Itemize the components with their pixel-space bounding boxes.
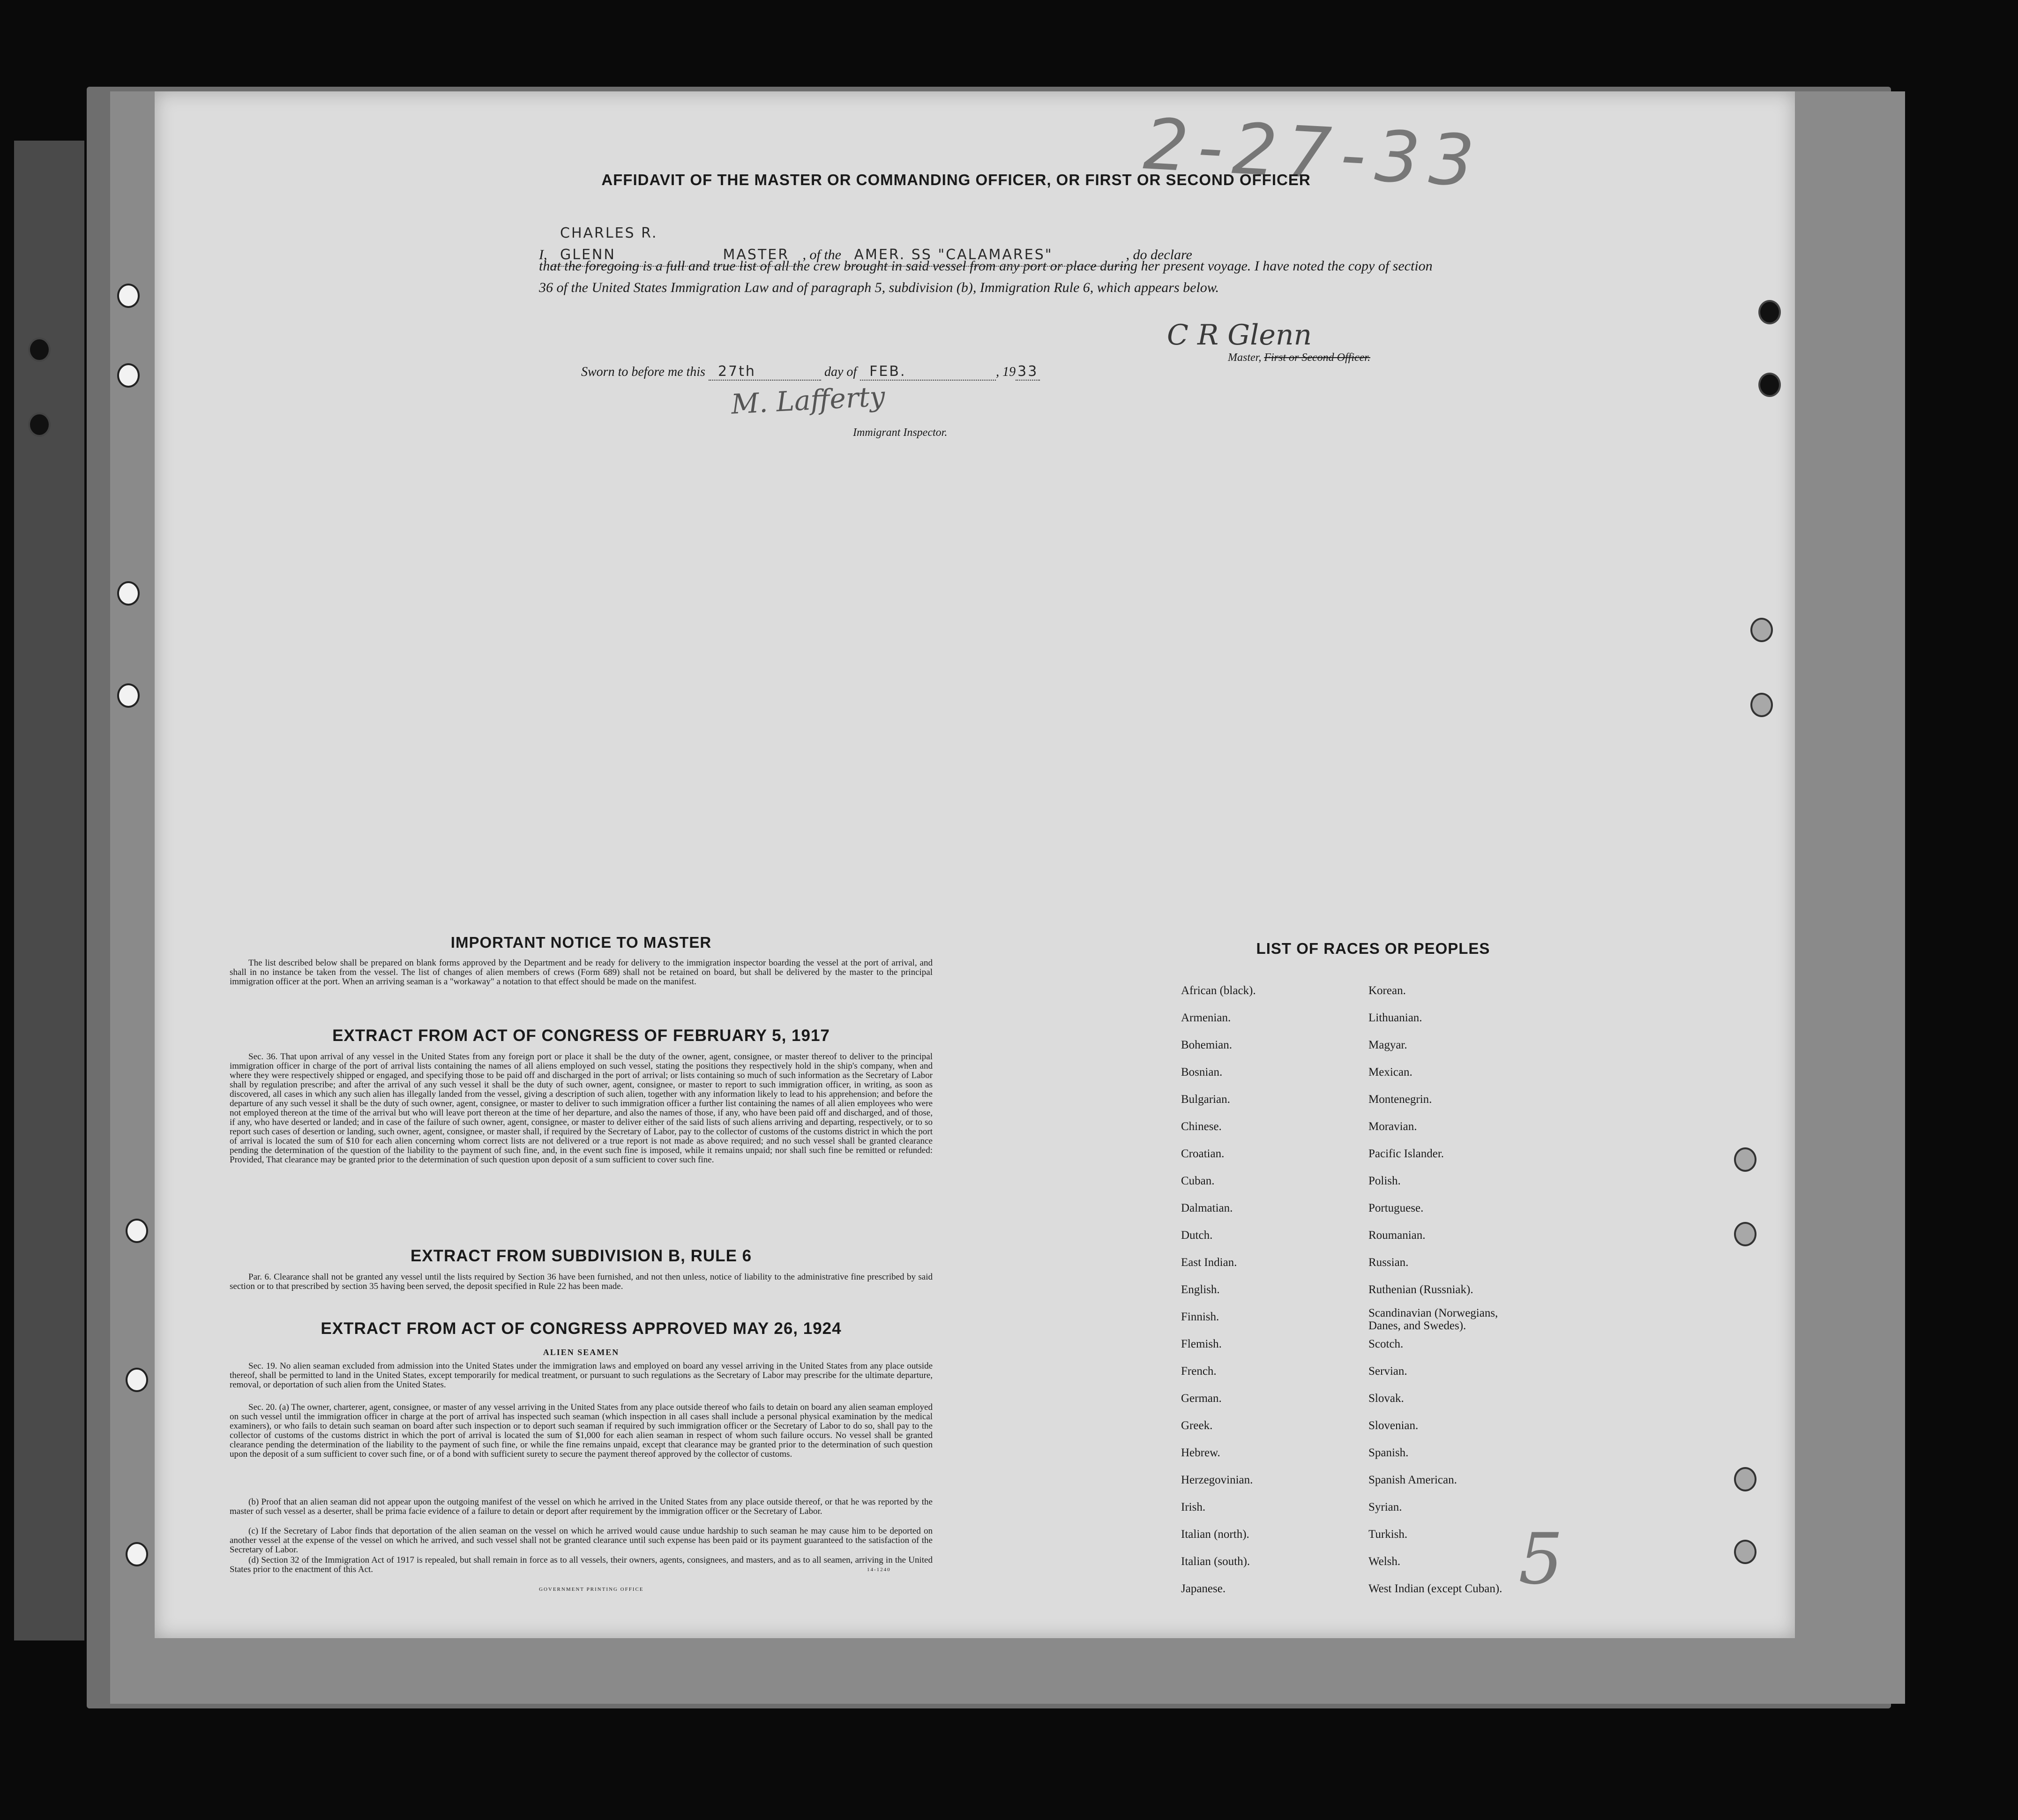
affidavit-title: AFFIDAVIT OF THE MASTER OR COMMANDING OFFICER, OR FIRST OR SECOND OFFICER: [601, 171, 1311, 188]
notice-title: IMPORTANT NOTICE TO MASTER: [450, 934, 712, 951]
of-the-label: , of the: [802, 247, 841, 262]
race-item: Armenian.: [1181, 1011, 1231, 1024]
rule6-title: EXTRACT FROM SUBDIVISION B, RULE 6: [410, 1247, 752, 1265]
binder-hole: [1734, 1222, 1756, 1246]
race-item: Spanish.: [1368, 1446, 1409, 1459]
race-item: German.: [1181, 1392, 1222, 1405]
race-item: Chinese.: [1181, 1120, 1222, 1133]
race-item: Herzegovinian.: [1181, 1474, 1253, 1486]
race-item: French.: [1181, 1365, 1217, 1378]
binder-hole: [28, 337, 51, 362]
race-item: Korean.: [1368, 984, 1406, 997]
race-item: Polish.: [1368, 1175, 1401, 1187]
extract-1924-title: EXTRACT FROM ACT OF CONGRESS APPROVED MAY 26, 1924: [321, 1319, 842, 1338]
binder-hole: [28, 412, 51, 437]
notice-text: The list described below shall be prepared on blank forms approved by the Department and be ready for delivery to the immigration inspector boarding the vessel at the port of arrival, and shall in no instance be taken from the vessel. The list of changes of alien members of crews (Form 689) shall not be retained on board, but shall be delivered by the master to the principal immigration officer at the port. When an arriving seaman is a "workaway" a notation to that effect should be made on the manifest.: [230, 958, 933, 987]
race-item: Dutch.: [1181, 1229, 1213, 1242]
sworn-day-field: 27th: [709, 363, 821, 381]
sworn-line: [581, 363, 1040, 381]
binder-hole: [117, 581, 140, 606]
race-item: Pacific Islander.: [1368, 1147, 1444, 1160]
race-item: Scotch.: [1368, 1338, 1404, 1350]
master-signature-caption: [1228, 352, 1370, 364]
race-item: Finnish.: [1181, 1311, 1219, 1323]
master-caption-label: Master,: [1228, 352, 1262, 364]
race-item: Servian.: [1368, 1365, 1407, 1378]
binder-hole: [126, 1219, 148, 1243]
race-item: Greek.: [1181, 1419, 1213, 1432]
race-item: Roumanian.: [1368, 1229, 1426, 1242]
race-item: Portuguese.: [1368, 1202, 1424, 1214]
race-item: Mexican.: [1368, 1066, 1413, 1079]
race-item: Bosnian.: [1181, 1066, 1223, 1079]
sworn-month-field: FEB.: [860, 363, 996, 381]
race-item: Syrian.: [1368, 1501, 1402, 1513]
handwritten-date: 2-27-33: [1141, 104, 1486, 203]
sec20c-text: (c) If the Secretary of Labor finds that deportation of the alien seaman on the vessel on which he arrived would cause undue hardship to such seaman he may cause him to be deported on another vessel at the expense of the vessel on which he arrived, and such vessel shall not be granted clearance until such expense has been paid or its payment guaranteed to the satisfaction of the Secretary of Labor.: [230, 1526, 933, 1555]
extract-1917-text: Sec. 36. That upon arrival of any vessel in the United States from any foreign port or place it shall be the duty of the owner, agent, consignee, or master thereof to deliver to the principal immigration officer in charge of the port of arrival lists containing the names of all aliens employed on such vessel, stating the positions they respectively hold in the ship's company, when and where they were respectively shipped or engaged, and specifying those to be paid off and discharged in the port of arrival; or lists containing so much of such information as the Secretary of Labor shall by regulation prescribe; and after the arrival of any such vessel it shall be the duty of such owner, agent, consignee, or master to report to such immigration officer, in writing, as soon as discovered, all cases in which any such alien has illegally landed from the vessel, giving a description of such alien, together with any information likely to lead to his apprehension; and before the departure of any such vessel it shall be the duty of such owner, agent, consignee, or master to deliver to such immigration officer a further list containing the names of all alien employees who were not employed thereon at the time of the arrival but who will leave port thereon at the time of her departure, and also the names of those, if any, who have been paid off and discharged, and of those, if any, who have deserted or landed; and in case of the failure of such owner, agent, consignee, or master to deliver either of the said lists of such aliens arriving and departing, respectively, or to so report such cases of desertion or landing, such owner, agent, consignee, or master shall, if required by the Secretary of Labor, pay to the collector of customs of the customs district in which the port of arrival is located the sum of $10 for each alien concerning whom correct lists are not delivered or a true report is not made as above required; and no such vessel shall be granted clearance pending the determination of the question of the liability to the payment of such fine, and, in the event such fine is imposed, while it remains unpaid; nor shall such fine be remitted or refunded: Provided, That clearance may be granted prior to the determination of such question upon deposit of a sum sufficient to cover such fine.: [230, 1052, 933, 1165]
binder-strip: [14, 141, 84, 1640]
inspector-signature: M. Lafferty: [730, 380, 886, 420]
binder-hole: [117, 363, 140, 388]
race-item: Japanese.: [1181, 1582, 1226, 1595]
binder-hole: [117, 683, 140, 708]
printer-line: GOVERNMENT PRINTING OFFICE: [539, 1587, 644, 1592]
race-item: East Indian.: [1181, 1256, 1237, 1269]
binder-hole: [1750, 618, 1773, 642]
vessel-field: AMER. SS "CALAMARES": [845, 244, 1126, 267]
inspector-caption: Immigrant Inspector.: [853, 427, 948, 439]
race-item: African (black).: [1181, 984, 1256, 997]
races-title: LIST OF RACES OR PEOPLES: [1256, 940, 1490, 957]
sec20b-text: (b) Proof that an alien seaman did not appear upon the outgoing manifest of the vessel on which he arrived in the United States from any place outside thereof, or that he was reported by the master of such vessel as a deserter, shall be prima facie evidence of a failure to detain or deport after requirement by the immigration officer or the Secretary of Labor.: [230, 1497, 933, 1516]
binder-hole: [1734, 1467, 1756, 1491]
extract-1917-title: EXTRACT FROM ACT OF CONGRESS OF FEBRUARY 5, 1917: [332, 1026, 830, 1045]
race-item: Bulgarian.: [1181, 1093, 1230, 1106]
form-number: 14-1240: [867, 1567, 891, 1573]
rank-field: MASTER: [714, 244, 803, 267]
race-item: Italian (south).: [1181, 1555, 1250, 1568]
i-label: I,: [539, 247, 547, 262]
race-item: Scandinavian (Norwegians, Danes, and Swedes).: [1368, 1307, 1498, 1332]
binder-hole: [126, 1542, 148, 1566]
race-item: Magyar.: [1368, 1039, 1407, 1051]
handwritten-page-mark: 5: [1518, 1519, 1563, 1600]
binder-hole: [1734, 1147, 1756, 1172]
race-item: English.: [1181, 1283, 1220, 1296]
race-item: Ruthenian (Russniak).: [1368, 1283, 1473, 1296]
sec20d-text: (d) Section 32 of the Immigration Act of 1917 is repealed, but shall remain in force as to all vessels, their owners, agents, consignees, and masters, and as to all seamen, arriving in the United States prior to the enactment of this Act.: [230, 1555, 933, 1574]
race-item: Lithuanian.: [1368, 1011, 1422, 1024]
race-item: Slovak.: [1368, 1392, 1404, 1405]
race-item: Slovenian.: [1368, 1419, 1419, 1432]
race-item: Bohemian.: [1181, 1039, 1233, 1051]
race-item: Montenegrin.: [1368, 1093, 1432, 1106]
sworn-label: Sworn to before me this: [581, 365, 705, 379]
race-item: Cuban.: [1181, 1175, 1215, 1187]
struck-officer-label: First or Second Officer.: [1264, 352, 1370, 364]
race-item: Welsh.: [1368, 1555, 1401, 1568]
race-item: Hebrew.: [1181, 1446, 1220, 1459]
do-declare-label: , do declare: [1126, 247, 1192, 262]
year-prefix: , 19: [996, 365, 1016, 379]
master-signature: C R Glenn: [1167, 319, 1312, 352]
master-name-field: CHARLES R. GLENN: [551, 223, 710, 267]
race-item: Dalmatian.: [1181, 1202, 1233, 1214]
race-item: West Indian (except Cuban).: [1368, 1582, 1502, 1595]
sec20a-text: Sec. 20. (a) The owner, charterer, agent, consignee, or master of any vessel arriving in the United States from any place outside thereof who fails to detain on board any alien seaman employed on such vessel until the immigration officer in charge at the port of arrival has inspected such seaman (which inspection in all cases shall include a personal physical examination by the medical examiners), or who fails to detain such seaman on board after such inspection or to deport such seaman if required by such immigration officer or the Secretary of Labor to do so, shall pay to the collector of customs of the customs district in which the port of arrival is located the sum of $1,000 for each alien seaman in respect of whom such failure occurs. No vessel shall be granted clearance pending the determination of the liability to the payment of such fine, or while the fine remains unpaid, except that clearance may be granted prior to the determination of such question upon the deposit of a sum sufficient to cover such fine, or of a bond with sufficient surety to secure the payment thereof approved by the collector of customs.: [230, 1402, 933, 1459]
binder-hole: [1758, 373, 1781, 397]
binder-hole: [1758, 300, 1781, 324]
binder-hole: [1750, 693, 1773, 717]
race-item: Italian (north).: [1181, 1528, 1249, 1541]
day-of-label: day of: [824, 365, 857, 379]
race-item: Turkish.: [1368, 1528, 1408, 1541]
sec19-text: Sec. 19. No alien seaman excluded from admission into the United States under the immigration laws and employed on board any vessel arriving in the United States from any place outside thereof, shall be permitted to land in the United States, except temporarily for medical treatment, or pursuant to such regulations as the Secretary of Labor may prescribe for the ultimate departure, removal, or deportation of such alien from the United States.: [230, 1361, 933, 1390]
rule6-text: Par. 6. Clearance shall not be granted any vessel until the lists required by Section 36 have been furnished, and not then unless, notice of liability to the administrative fine prescribed by said section or to that prescribed by section 35 having been served, the deposit specified in Rule 22 has been made.: [230, 1272, 933, 1291]
declaration-body: that the foregoing is a full and true list of all the crew brought in said vessel from any port or place during her present voyage. I have noted the copy of section 36 of the United States Immigration Law and of paragraph 5, subdivision (b), Immigration Rule 6, which appears below.: [539, 258, 1433, 295]
race-item: Croatian.: [1181, 1147, 1225, 1160]
race-item: Moravian.: [1368, 1120, 1417, 1133]
race-item: Irish.: [1181, 1501, 1206, 1513]
year-field: 33: [1016, 363, 1040, 381]
binder-hole: [1734, 1540, 1756, 1564]
race-item: Spanish American.: [1368, 1474, 1457, 1486]
binder-hole: [126, 1368, 148, 1392]
race-item: Russian.: [1368, 1256, 1409, 1269]
alien-seamen-subtitle: ALIEN SEAMEN: [543, 1348, 620, 1357]
binder-hole: [117, 284, 140, 308]
race-item: Flemish.: [1181, 1338, 1222, 1350]
